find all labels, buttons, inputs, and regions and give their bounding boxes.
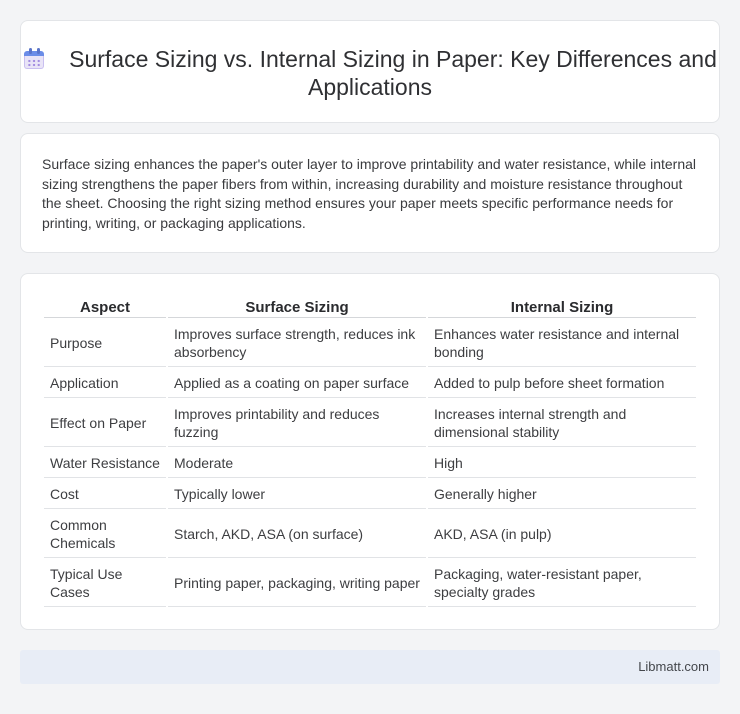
row-internal: Packaging, water-resistant paper, specialty grades (428, 558, 696, 607)
row-surface: Starch, AKD, ASA (on surface) (168, 509, 426, 558)
table-row (44, 398, 696, 447)
page-title (21, 45, 719, 101)
row-aspect: Water Resistance (44, 447, 166, 478)
calendar-icon (23, 48, 45, 70)
row-aspect: Purpose (44, 318, 166, 367)
header-aspect: Aspect (44, 296, 166, 318)
comparison-card (20, 273, 720, 630)
table-row (44, 478, 696, 509)
row-surface: Printing paper, packaging, writing paper (168, 558, 426, 607)
table-row (44, 558, 696, 607)
row-aspect: Common Chemicals (44, 509, 166, 558)
row-aspect: Cost (44, 478, 166, 509)
header-internal-sizing: Internal Sizing (428, 296, 696, 318)
row-aspect: Effect on Paper (44, 398, 166, 447)
row-internal: AKD, ASA (in pulp) (428, 509, 696, 558)
row-aspect: Typical Use Cases (44, 558, 166, 607)
intro-card (20, 133, 720, 253)
table-row (44, 318, 696, 367)
page-title-text: Surface Sizing vs. Internal Sizing in Paper: Key Differences and Applications (69, 46, 717, 100)
footer-brand[interactable]: Libmatt.com (638, 659, 709, 674)
table-row (44, 367, 696, 398)
row-internal: Added to pulp before sheet formation (428, 367, 696, 398)
header-surface-sizing: Surface Sizing (168, 296, 426, 318)
row-internal: Enhances water resistance and internal bonding (428, 318, 696, 367)
comparison-table (42, 296, 698, 607)
row-surface: Applied as a coating on paper surface (168, 367, 426, 398)
footer (20, 650, 720, 684)
table-header-row (44, 296, 696, 318)
title-card (20, 20, 720, 123)
row-internal: Increases internal strength and dimensional stability (428, 398, 696, 447)
table-row (44, 447, 696, 478)
row-aspect: Application (44, 367, 166, 398)
row-surface: Typically lower (168, 478, 426, 509)
table-row (44, 509, 696, 558)
row-surface: Moderate (168, 447, 426, 478)
row-surface: Improves surface strength, reduces ink absorbency (168, 318, 426, 367)
row-internal: Generally higher (428, 478, 696, 509)
row-surface: Improves printability and reduces fuzzing (168, 398, 426, 447)
intro-paragraph: Surface sizing enhances the paper's outer layer to improve printability and water resistance, while internal sizing strengthens the paper fibers from within, increasing durability and moisture resistance throughout the sheet. Choosing the right sizing method ensures your paper meets specific performance needs for printing, writing, or packaging applications. (42, 156, 697, 232)
row-internal: High (428, 447, 696, 478)
